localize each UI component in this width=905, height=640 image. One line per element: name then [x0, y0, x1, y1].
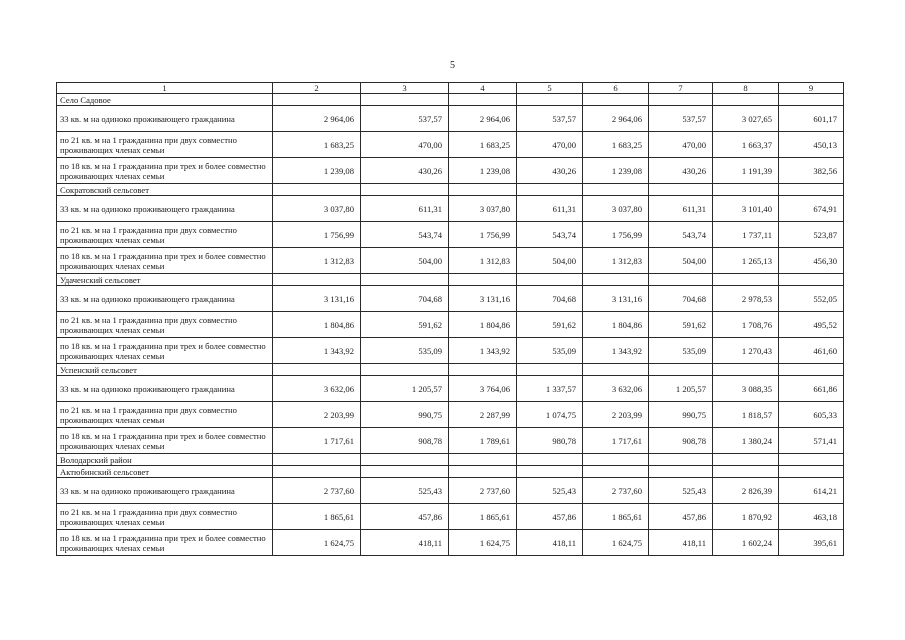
page-number: 5 [450, 60, 455, 71]
table-row [57, 222, 844, 248]
empty-cell [713, 364, 779, 376]
value-cell: 543,74 [517, 222, 583, 248]
value-cell: 523,87 [779, 222, 844, 248]
value-cell: 456,30 [779, 248, 844, 274]
value-cell: 504,00 [361, 248, 449, 274]
value-cell: 535,09 [361, 338, 449, 364]
row-label: по 18 кв. м на 1 гражданина при трех и более совместно проживающих членах семьи [57, 158, 273, 184]
empty-cell [273, 274, 361, 286]
value-cell: 2 978,53 [713, 286, 779, 312]
empty-cell [779, 274, 844, 286]
table-row [57, 428, 844, 454]
row-label: по 18 кв. м на 1 гражданина при трех и более совместно проживающих членах семьи [57, 338, 273, 364]
value-cell: 537,57 [361, 106, 449, 132]
empty-cell [361, 454, 449, 466]
value-cell: 2 737,60 [449, 478, 517, 504]
value-cell: 463,18 [779, 504, 844, 530]
empty-cell [583, 274, 649, 286]
empty-cell [583, 184, 649, 196]
header-row [57, 83, 844, 94]
value-cell: 2 826,39 [713, 478, 779, 504]
value-cell: 2 964,06 [449, 106, 517, 132]
value-cell: 1 683,25 [583, 132, 649, 158]
value-cell: 611,31 [361, 196, 449, 222]
value-cell: 601,17 [779, 106, 844, 132]
value-cell: 661,86 [779, 376, 844, 402]
row-label: по 18 кв. м на 1 гражданина при трех и более совместно проживающих членах семьи [57, 248, 273, 274]
tariff-table [56, 82, 844, 556]
value-cell: 1 756,99 [583, 222, 649, 248]
section-title: Актюбинский сельсовет [57, 466, 273, 478]
value-cell: 1 624,75 [449, 530, 517, 556]
empty-cell [517, 364, 583, 376]
table-row [57, 376, 844, 402]
value-cell: 450,13 [779, 132, 844, 158]
value-cell: 3 632,06 [583, 376, 649, 402]
value-cell: 1 624,75 [583, 530, 649, 556]
value-cell: 2 287,99 [449, 402, 517, 428]
value-cell: 470,00 [517, 132, 583, 158]
empty-cell [713, 94, 779, 106]
value-cell: 3 027,65 [713, 106, 779, 132]
table-row [57, 504, 844, 530]
empty-cell [713, 454, 779, 466]
value-cell: 591,62 [517, 312, 583, 338]
table-row [57, 132, 844, 158]
value-cell: 1 343,92 [583, 338, 649, 364]
empty-cell [517, 466, 583, 478]
section-row [57, 364, 844, 376]
value-cell: 1 870,92 [713, 504, 779, 530]
table-row [57, 402, 844, 428]
value-cell: 1 804,86 [273, 312, 361, 338]
value-cell: 1 789,61 [449, 428, 517, 454]
value-cell: 704,68 [649, 286, 713, 312]
row-label: по 18 кв. м на 1 гражданина при трех и более совместно проживающих членах семьи [57, 428, 273, 454]
column-header: 7 [649, 83, 713, 94]
value-cell: 2 964,06 [273, 106, 361, 132]
value-cell: 1 337,57 [517, 376, 583, 402]
value-cell: 1 708,76 [713, 312, 779, 338]
value-cell: 3 101,40 [713, 196, 779, 222]
value-cell: 535,09 [649, 338, 713, 364]
empty-cell [649, 94, 713, 106]
empty-cell [449, 466, 517, 478]
empty-cell [713, 184, 779, 196]
empty-cell [273, 184, 361, 196]
value-cell: 1 717,61 [583, 428, 649, 454]
value-cell: 382,56 [779, 158, 844, 184]
value-cell: 430,26 [649, 158, 713, 184]
value-cell: 2 964,06 [583, 106, 649, 132]
value-cell: 543,74 [361, 222, 449, 248]
value-cell: 1 074,75 [517, 402, 583, 428]
value-cell: 1 804,86 [449, 312, 517, 338]
table-row [57, 158, 844, 184]
value-cell: 535,09 [517, 338, 583, 364]
empty-cell [649, 466, 713, 478]
value-cell: 1 683,25 [273, 132, 361, 158]
value-cell: 704,68 [361, 286, 449, 312]
value-cell: 470,00 [649, 132, 713, 158]
value-cell: 504,00 [517, 248, 583, 274]
empty-cell [583, 454, 649, 466]
value-cell: 457,86 [517, 504, 583, 530]
empty-cell [779, 454, 844, 466]
value-cell: 990,75 [649, 402, 713, 428]
empty-cell [649, 454, 713, 466]
table-row [57, 338, 844, 364]
empty-cell [517, 94, 583, 106]
value-cell: 3 764,06 [449, 376, 517, 402]
value-cell: 1 865,61 [583, 504, 649, 530]
value-cell: 1 343,92 [273, 338, 361, 364]
value-cell: 611,31 [517, 196, 583, 222]
value-cell: 552,05 [779, 286, 844, 312]
column-header: 9 [779, 83, 844, 94]
value-cell: 611,31 [649, 196, 713, 222]
value-cell: 1 312,83 [449, 248, 517, 274]
empty-cell [779, 466, 844, 478]
table-row [57, 312, 844, 338]
value-cell: 1 239,08 [449, 158, 517, 184]
value-cell: 1 205,57 [361, 376, 449, 402]
section-row [57, 454, 844, 466]
value-cell: 543,74 [649, 222, 713, 248]
value-cell: 2 203,99 [583, 402, 649, 428]
empty-cell [583, 364, 649, 376]
column-header: 4 [449, 83, 517, 94]
value-cell: 537,57 [517, 106, 583, 132]
column-header: 5 [517, 83, 583, 94]
value-cell: 980,78 [517, 428, 583, 454]
value-cell: 1 683,25 [449, 132, 517, 158]
column-header: 1 [57, 83, 273, 94]
column-header: 6 [583, 83, 649, 94]
value-cell: 3 131,16 [583, 286, 649, 312]
row-label: по 21 кв. м на 1 гражданина при двух совместно проживающих членах семьи [57, 222, 273, 248]
value-cell: 430,26 [361, 158, 449, 184]
empty-cell [449, 184, 517, 196]
value-cell: 1 265,13 [713, 248, 779, 274]
value-cell: 495,52 [779, 312, 844, 338]
row-label: 33 кв. м на одиноко проживающего гражданина [57, 106, 273, 132]
value-cell: 3 088,35 [713, 376, 779, 402]
section-title: Володарский район [57, 454, 273, 466]
value-cell: 1 756,99 [273, 222, 361, 248]
empty-cell [273, 364, 361, 376]
section-title: Сократовский сельсовет [57, 184, 273, 196]
empty-cell [449, 454, 517, 466]
column-header: 3 [361, 83, 449, 94]
value-cell: 591,62 [649, 312, 713, 338]
value-cell: 1 804,86 [583, 312, 649, 338]
empty-cell [649, 364, 713, 376]
value-cell: 1 205,57 [649, 376, 713, 402]
row-label: 33 кв. м на одиноко проживающего гражданина [57, 196, 273, 222]
empty-cell [517, 274, 583, 286]
value-cell: 504,00 [649, 248, 713, 274]
empty-cell [779, 184, 844, 196]
value-cell: 704,68 [517, 286, 583, 312]
value-cell: 1 865,61 [449, 504, 517, 530]
empty-cell [713, 466, 779, 478]
table-row [57, 196, 844, 222]
value-cell: 674,91 [779, 196, 844, 222]
section-row [57, 94, 844, 106]
table-row [57, 286, 844, 312]
table-row [57, 106, 844, 132]
empty-cell [583, 94, 649, 106]
value-cell: 605,33 [779, 402, 844, 428]
row-label: по 21 кв. м на 1 гражданина при двух совместно проживающих членах семьи [57, 312, 273, 338]
value-cell: 525,43 [361, 478, 449, 504]
section-title: Успенский сельсовет [57, 364, 273, 376]
value-cell: 2 203,99 [273, 402, 361, 428]
value-cell: 525,43 [517, 478, 583, 504]
empty-cell [517, 454, 583, 466]
value-cell: 614,21 [779, 478, 844, 504]
empty-cell [649, 184, 713, 196]
table-row [57, 530, 844, 556]
value-cell: 1 312,83 [273, 248, 361, 274]
value-cell: 3 037,80 [273, 196, 361, 222]
empty-cell [449, 274, 517, 286]
value-cell: 418,11 [361, 530, 449, 556]
value-cell: 430,26 [517, 158, 583, 184]
value-cell: 908,78 [649, 428, 713, 454]
value-cell: 1 380,24 [713, 428, 779, 454]
value-cell: 461,60 [779, 338, 844, 364]
empty-cell [583, 466, 649, 478]
value-cell: 3 131,16 [449, 286, 517, 312]
value-cell: 3 037,80 [449, 196, 517, 222]
row-label: 33 кв. м на одиноко проживающего гражданина [57, 376, 273, 402]
row-label: по 21 кв. м на 1 гражданина при двух совместно проживающих членах семьи [57, 402, 273, 428]
value-cell: 908,78 [361, 428, 449, 454]
value-cell: 1 624,75 [273, 530, 361, 556]
value-cell: 457,86 [649, 504, 713, 530]
row-label: по 18 кв. м на 1 гражданина при трех и более совместно проживающих членах семьи [57, 530, 273, 556]
value-cell: 525,43 [649, 478, 713, 504]
value-cell: 591,62 [361, 312, 449, 338]
empty-cell [779, 94, 844, 106]
value-cell: 1 818,57 [713, 402, 779, 428]
column-header: 8 [713, 83, 779, 94]
section-row [57, 274, 844, 286]
empty-cell [649, 274, 713, 286]
empty-cell [449, 364, 517, 376]
value-cell: 990,75 [361, 402, 449, 428]
value-cell: 1 756,99 [449, 222, 517, 248]
row-label: 33 кв. м на одиноко проживающего гражданина [57, 478, 273, 504]
value-cell: 1 191,39 [713, 158, 779, 184]
empty-cell [517, 184, 583, 196]
value-cell: 3 632,06 [273, 376, 361, 402]
value-cell: 3 037,80 [583, 196, 649, 222]
value-cell: 1 239,08 [273, 158, 361, 184]
value-cell: 537,57 [649, 106, 713, 132]
value-cell: 457,86 [361, 504, 449, 530]
section-title: Село Садовое [57, 94, 273, 106]
value-cell: 1 737,11 [713, 222, 779, 248]
empty-cell [361, 94, 449, 106]
table-row [57, 478, 844, 504]
empty-cell [361, 274, 449, 286]
value-cell: 1 239,08 [583, 158, 649, 184]
value-cell: 2 737,60 [273, 478, 361, 504]
value-cell: 470,00 [361, 132, 449, 158]
value-cell: 418,11 [649, 530, 713, 556]
value-cell: 1 865,61 [273, 504, 361, 530]
column-header: 2 [273, 83, 361, 94]
empty-cell [361, 364, 449, 376]
row-label: по 21 кв. м на 1 гражданина при двух совместно проживающих членах семьи [57, 504, 273, 530]
value-cell: 1 663,37 [713, 132, 779, 158]
empty-cell [273, 466, 361, 478]
value-cell: 395,61 [779, 530, 844, 556]
value-cell: 3 131,16 [273, 286, 361, 312]
empty-cell [361, 184, 449, 196]
empty-cell [361, 466, 449, 478]
row-label: 33 кв. м на одиноко проживающего гражданина [57, 286, 273, 312]
empty-cell [449, 94, 517, 106]
value-cell: 1 312,83 [583, 248, 649, 274]
empty-cell [273, 94, 361, 106]
value-cell: 571,41 [779, 428, 844, 454]
value-cell: 2 737,60 [583, 478, 649, 504]
value-cell: 1 717,61 [273, 428, 361, 454]
section-title: Удаченский сельсовет [57, 274, 273, 286]
empty-cell [779, 364, 844, 376]
value-cell: 1 602,24 [713, 530, 779, 556]
table-row [57, 248, 844, 274]
section-row [57, 184, 844, 196]
empty-cell [273, 454, 361, 466]
value-cell: 1 270,43 [713, 338, 779, 364]
section-row [57, 466, 844, 478]
value-cell: 418,11 [517, 530, 583, 556]
value-cell: 1 343,92 [449, 338, 517, 364]
row-label: по 21 кв. м на 1 гражданина при двух совместно проживающих членах семьи [57, 132, 273, 158]
empty-cell [713, 274, 779, 286]
